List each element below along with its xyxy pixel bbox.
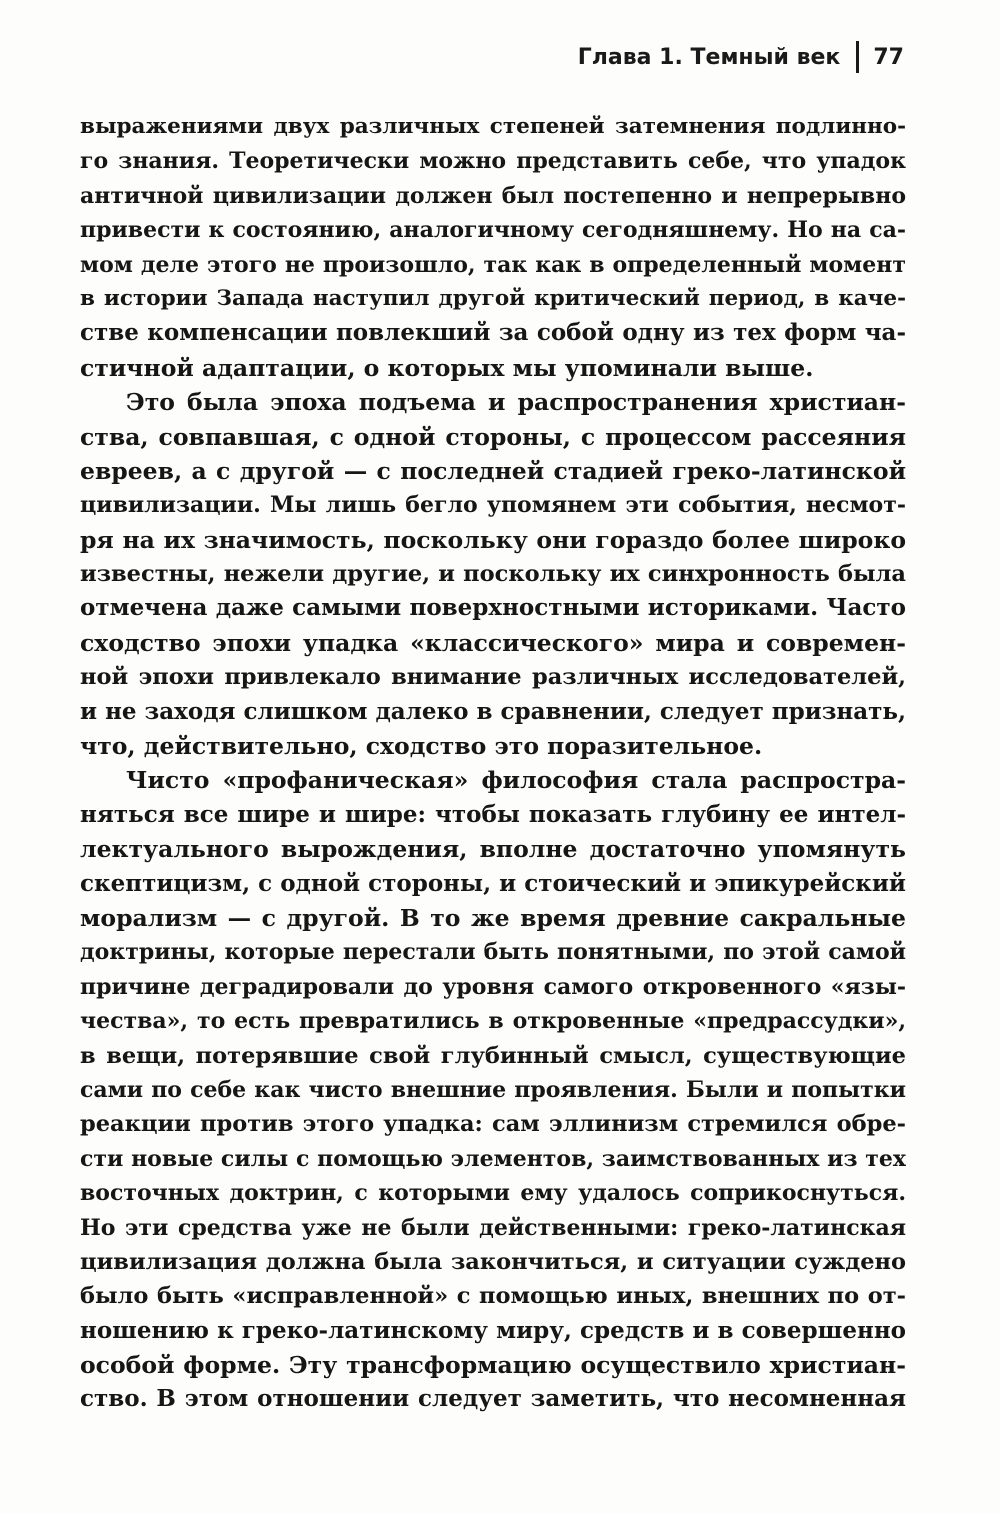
text-line: морализм — с другой. В то же время древние сакральные <box>80 903 906 932</box>
text-line: античной цивилизации должен был постепенно и непрерывно <box>80 182 906 209</box>
text-line: в истории Запада наступил другой критический период, в каче- <box>80 285 906 311</box>
chapter-title: Глава 1. Темный век <box>577 44 841 70</box>
text-line: ство. В этом отношении следует заметить, что несомненная <box>80 1385 906 1413</box>
text-line: что, действительно, сходство это поразительное. <box>80 732 763 761</box>
text-line: в вещи, потерявшие свой глубинный смысл, существующие <box>80 1042 906 1069</box>
text-line: было быть «исправленной» с помощью иных, внешних по от- <box>80 1283 906 1310</box>
text-line: лектуального вырождения, вполне достаточно упомянуть <box>80 835 906 864</box>
text-line: няться все шире и шире: чтобы показать глубину ее интел- <box>80 800 906 828</box>
text-line: стичной адаптации, о которых мы упоминали выше. <box>80 353 814 382</box>
text-line: сходство эпохи упадка «классического» мира и современ- <box>80 628 906 657</box>
text-line: привести к состоянию, аналогичному сегодняшнему. Но на са- <box>80 217 906 244</box>
text-line: причине деградировали до уровня самого откровенного «язы- <box>80 973 906 1000</box>
text-line: евреев, а с другой — с последней стадией греко-латинской <box>80 456 906 485</box>
text-line: сти новые силы с помощью элементов, заимствованных из тех <box>80 1145 906 1172</box>
text-line: и не заходя слишком далеко в сравнении, следует признать, <box>80 697 906 725</box>
running-header <box>578 40 904 74</box>
text-line: отмечена даже самыми поверхностными историками. Часто <box>80 594 906 622</box>
text-line: ношению к греко-латинскому миру, средств и в совершенно <box>80 1316 906 1344</box>
header-separator <box>856 41 859 73</box>
text-line: цивилизация должна была закончиться, и ситуации суждено <box>80 1248 906 1275</box>
body-text <box>80 110 906 1417</box>
text-line: мом деле этого не произошло, так как в определенный момент <box>80 251 906 278</box>
text-line: Но эти средства уже не были действенными: греко-латинская <box>80 1214 906 1241</box>
text-line: ной эпохи привлекало внимание различных исследователей, <box>80 664 906 691</box>
text-line: сами по себе как чисто внешние проявления. Были и попытки <box>80 1076 906 1103</box>
text-line: ства, совпавшая, с одной стороны, с процессом рассеяния <box>80 422 906 451</box>
text-line: чества», то есть превратились в откровенные «предрассудки», <box>80 1008 906 1035</box>
text-line: известны, нежели другие, и поскольку их синхронность была <box>80 561 906 588</box>
text-line: ря на их значимость, поскольку они гораздо более широко <box>80 525 906 554</box>
text-line: Чисто «профаническая» философия стала распростра- <box>126 766 906 795</box>
text-line: стве компенсации повлекший за собой одну из тех форм ча- <box>80 319 906 347</box>
text-line: доктрины, которые перестали быть понятными, по этой самой <box>80 939 906 966</box>
text-line: восточных доктрин, с которыми ему удалось соприкоснуться. <box>80 1180 906 1207</box>
text-line: особой форме. Эту трансформацию осуществило христиан- <box>80 1351 906 1380</box>
text-line: скептицизм, с одной стороны, и стоический и эпикурейский <box>80 869 906 897</box>
text-line: Это была эпоха подъема и распространения христиан- <box>126 388 906 417</box>
text-line: цивилизации. Мы лишь бегло упомянем эти события, несмот- <box>80 492 906 519</box>
text-line: реакции против этого упадка: сам эллинизм стремился обре- <box>80 1111 906 1138</box>
page-number: 77 <box>873 44 904 70</box>
text-line: выражениями двух различных степеней затемнения подлинно- <box>80 114 906 139</box>
text-line: го знания. Теоретически можно представить себе, что упадок <box>80 148 906 175</box>
